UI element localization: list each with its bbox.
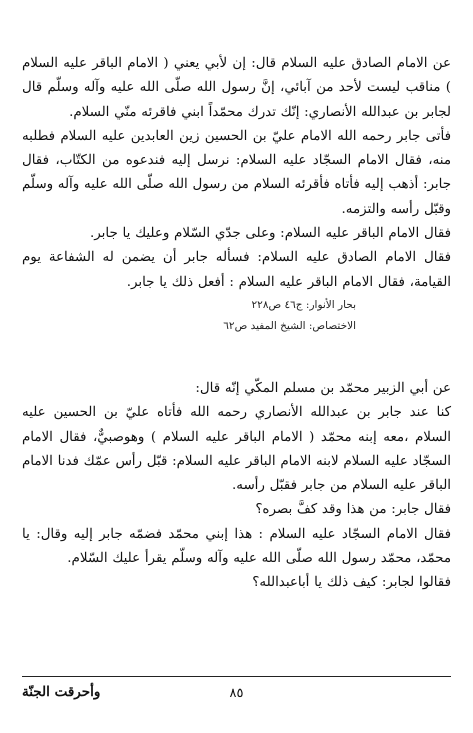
paragraph-3: فقال الامام الباقر عليه السلام: وعلى جدّي السّلام وعليك يا جابر. [90, 226, 451, 242]
reference-2: الاختصاص: الشيخ المفيد ص٦٢ [223, 319, 356, 332]
paragraph-1: عن الامام الصادق عليه السلام قال: إن لأبي يعني ( الامام الباقر عليه السلام ) مناقب ليست لأحد من آبائي، إنَّ رسول الله صلّى الله عليه وآله وسلّم قال لجابر بن عبدالله الأنصاري: إنّك تدرك محمّداً ابني فاقرئه منّي السلام. [22, 56, 451, 120]
paragraph-6: كنا عند جابر بن عبدالله الأنصاري رحمه الله فأتاه عليّ بن الحسين عليه السلام ،معه إبنه محمّد ( الامام الباقر عليه السلام ) وهوصبيٌّ، فقال الامام السجّاد عليه السلام لابنه الامام الباقر عليه السلام: قبّل رأس عمّك فدنا الامام الباقر عليه السلام من جابر فقبّل رأسه. [22, 405, 451, 494]
page-number: ٨٥ [229, 686, 244, 701]
section-break [22, 337, 451, 377]
paragraph-5: عن أبي الزبير محمّد بن مسلم المكّي إنّه قال: [195, 380, 451, 396]
paragraph-2: فأتى جابر رحمه الله الامام عليّ بن الحسين زين العابدين عليه السلام فطلبه منه، فقال الامام السجّاد عليه السلام: نرسل إليه فندعوه من الكتّاب، فقال جابر: أذهب إليه فأتاه فأقرئه السلام من رسول الله صلّى الله عليه وآله وسلّم وقبّل رأسه والتزمه. [22, 128, 451, 217]
reference-1: بحار الأنوار: ج٤٦ ص٢٢٨ [251, 298, 356, 311]
paragraph-7: فقال جابر: من هذا وقد كفَّ بصره؟ [255, 502, 451, 518]
paragraph-8: فقال الامام السجّاد عليه السلام : هذا إبني محمّد فضمّه جابر إليه وقال: يا محمّد، محمّد رسول الله صلّى الله عليه وآله وسلّم يقرأ عليك السّلام. [22, 526, 451, 567]
paragraph-4: فقال الامام الصادق عليه السلام: فسأله جابر أن يضمن له الشفاعة يوم القيامة، فقال الامام الباقر عليه السلام : أفعل ذلك يا جابر. [22, 250, 451, 290]
footer-rule [22, 676, 451, 677]
running-title: وأحرقت الجنّة [22, 684, 101, 700]
paragraph-9: فقالوا لجابر: كيف ذلك يا أباعبدالله؟ [252, 575, 451, 591]
